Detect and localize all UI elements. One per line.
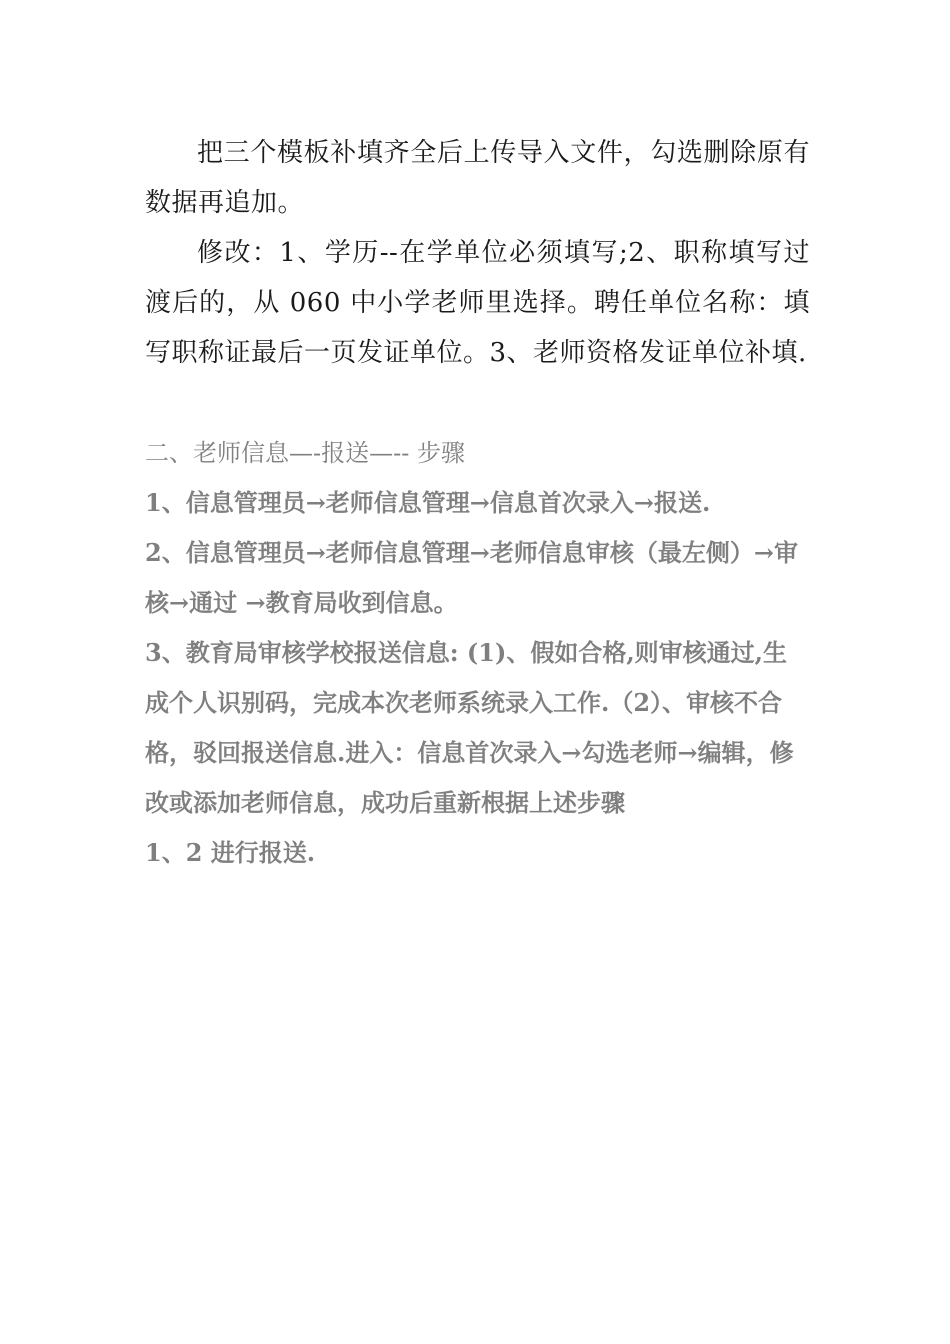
step-2-paragraph: 2、信息管理员→老师信息管理→老师信息审核（最左侧）→审核→通过 →教育局收到信息。 [145, 538, 799, 617]
step-3-paragraph: 3、教育局审核学校报送信息: (1)、假如合格,则审核通过,生成个人识别码，完成本次老师系统录入工作.（2）、审核不合格，驳回报送信息.进入：信息首次录入→勾选老师→编辑，修改或添加老师信息，成功后重新根据上述步骤 [145, 638, 794, 817]
instructions-section [145, 128, 810, 378]
upload-instruction-paragraph: 把三个模板补填齐全后上传导入文件，勾选删除原有数据再追加。 [145, 138, 810, 218]
step-3-tail-line: 1、2 进行报送. [145, 838, 316, 867]
submission-steps-section [145, 428, 810, 878]
section-heading: 二、老师信息—-报送—-- 步骤 [145, 439, 465, 467]
modification-paragraph: 修改：1、学历--在学单位必须填写;2、职称填写过渡后的，从 060 中小学老师里选择。聘任单位名称：填写职称证最后一页发证单位。3、老师资格发证单位补填. [145, 238, 810, 368]
step-1-paragraph: 1、信息管理员→老师信息管理→信息首次录入→报送. [145, 488, 711, 517]
